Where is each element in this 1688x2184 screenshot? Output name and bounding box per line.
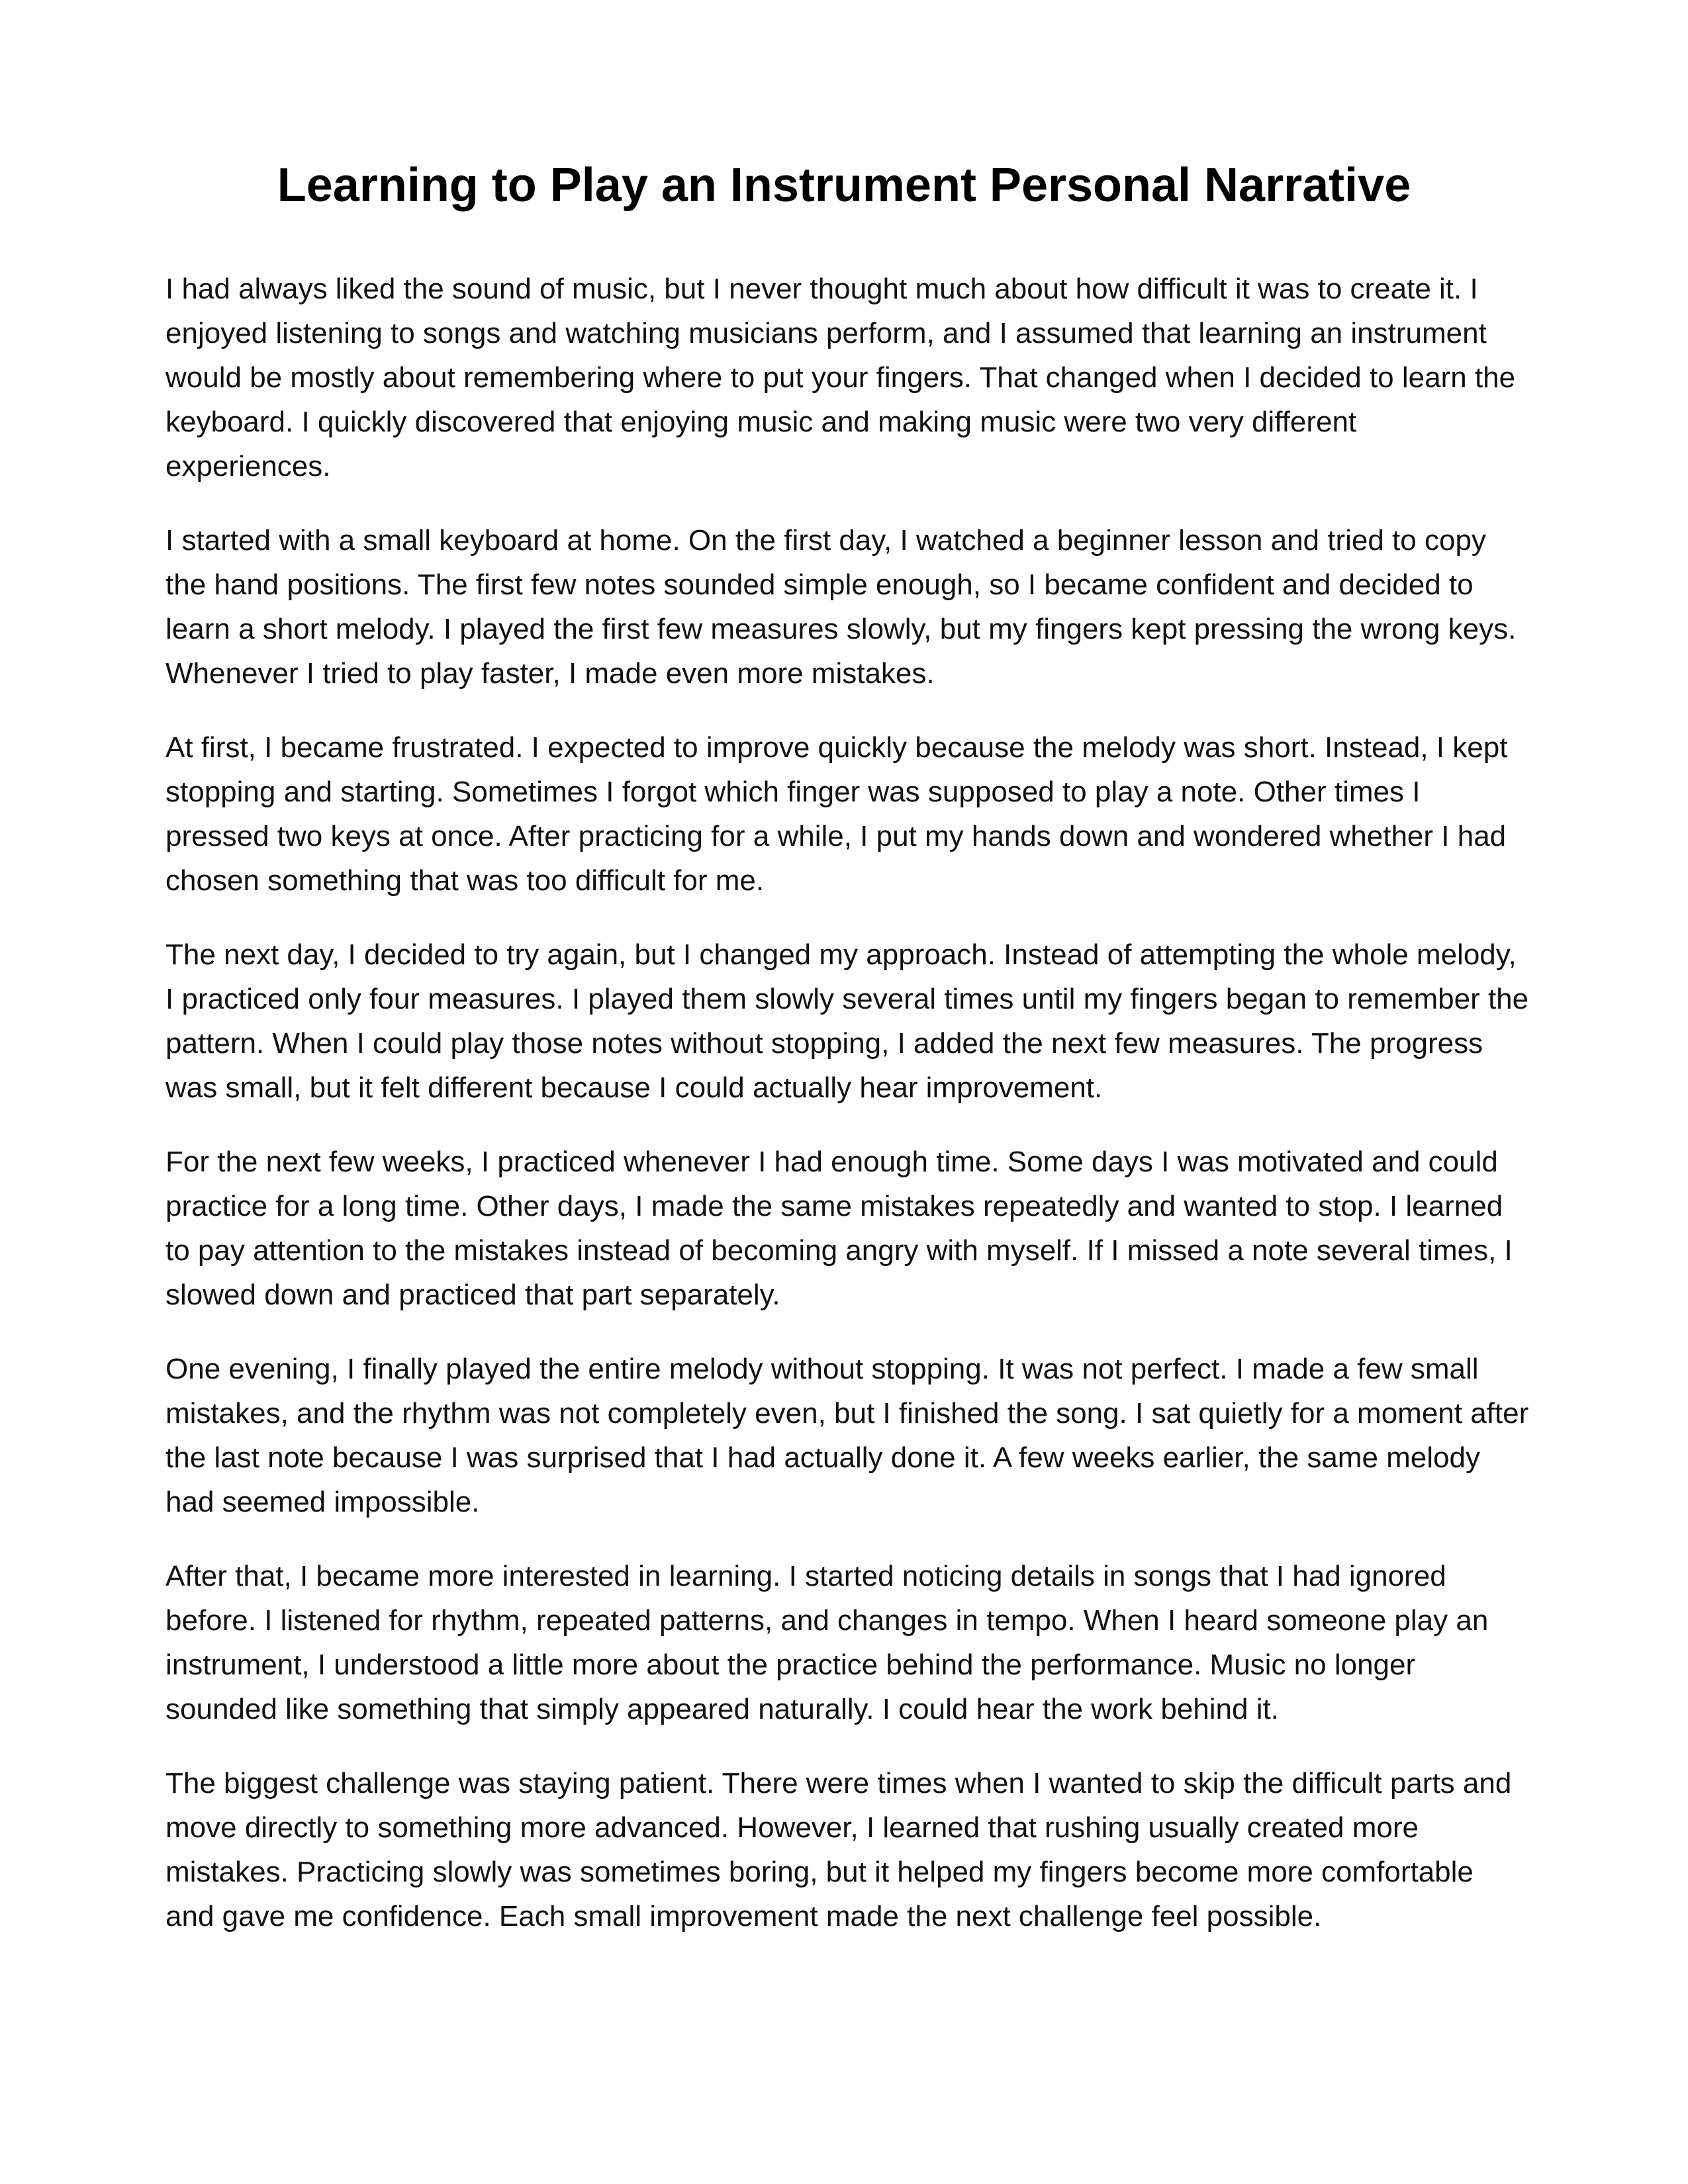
paragraph-1: I had always liked the sound of music, but I never thought much about how difficult it was to create it. I enjoyed listening to songs and watching musicians perform, and I assumed that learning an instrument would be mostly about remembering where to put your fingers. That changed when I decided to learn the keyboard. I quickly discovered that enjoying music and making music were two very different experiences. (165, 273, 1516, 482)
paragraph-7: After that, I became more interested in learning. I started noticing details in songs that I had ignored before. I listened for rhythm, repeated patterns, and changes in tempo. When I heard someone play an instrument, I understood a little more about the practice behind the performance. Music no longer sounded like something that simply appeared naturally. I could hear the work behind it. (165, 1560, 1489, 1725)
paragraph-5: For the next few weeks, I practiced whenever I had enough time. Some days I was motivated and could practice for a long time. Other days, I made the same mistakes repeatedly and wanted to stop. I learned to pay attention to the mistakes instead of becoming angry with myself. If I missed a note several times, I slowed down and practiced that part separately. (165, 1146, 1513, 1311)
document-title: Learning to Play an Instrument Personal Narrative (277, 159, 1411, 212)
paragraph-3: At first, I became frustrated. I expected to improve quickly because the melody was short. Instead, I kept stopping and starting. Sometimes I forgot which finger was supposed to play a note. Other times I pressed two keys at once. After practicing for a while, I put my hands down and wondered whether I had chosen something that was too difficult for me. (165, 731, 1508, 897)
paragraph-6: One evening, I finally played the entire melody without stopping. It was not perfect. I made a few small mistakes, and the rhythm was not completely even, but I finished the song. I sat quietly for a moment after the last note because I was surprised that I had actually done it. A few weeks earlier, the same melody had seemed impossible. (165, 1353, 1529, 1518)
paragraph-4: The next day, I decided to try again, but I changed my approach. Instead of attempting the whole melody, I practiced only four measures. I played them slowly several times until my fingers began to remember the pattern. When I could play those notes without stopping, I added the next few measures. The progress was small, but it felt different because I could actually hear improvement. (165, 938, 1529, 1104)
paragraph-2: I started with a small keyboard at home. On the first day, I watched a beginner lesson and tried to copy the hand positions. The first few notes sounded simple enough, so I became confident and decided to learn a short melody. I played the first few measures slowly, but my fingers kept pressing the wrong keys. Whenever I tried to play faster, I made even more mistakes. (165, 524, 1517, 690)
document-body (165, 267, 1529, 1968)
paragraph-8: The biggest challenge was staying patient. There were times when I wanted to skip the difficult parts and move directly to something more advanced. However, I learned that rushing usually created more mistakes. Practicing slowly was sometimes boring, but it helped my fingers become more comfortable and gave me confidence. Each small improvement made the next challenge feel possible. (165, 1767, 1512, 1933)
